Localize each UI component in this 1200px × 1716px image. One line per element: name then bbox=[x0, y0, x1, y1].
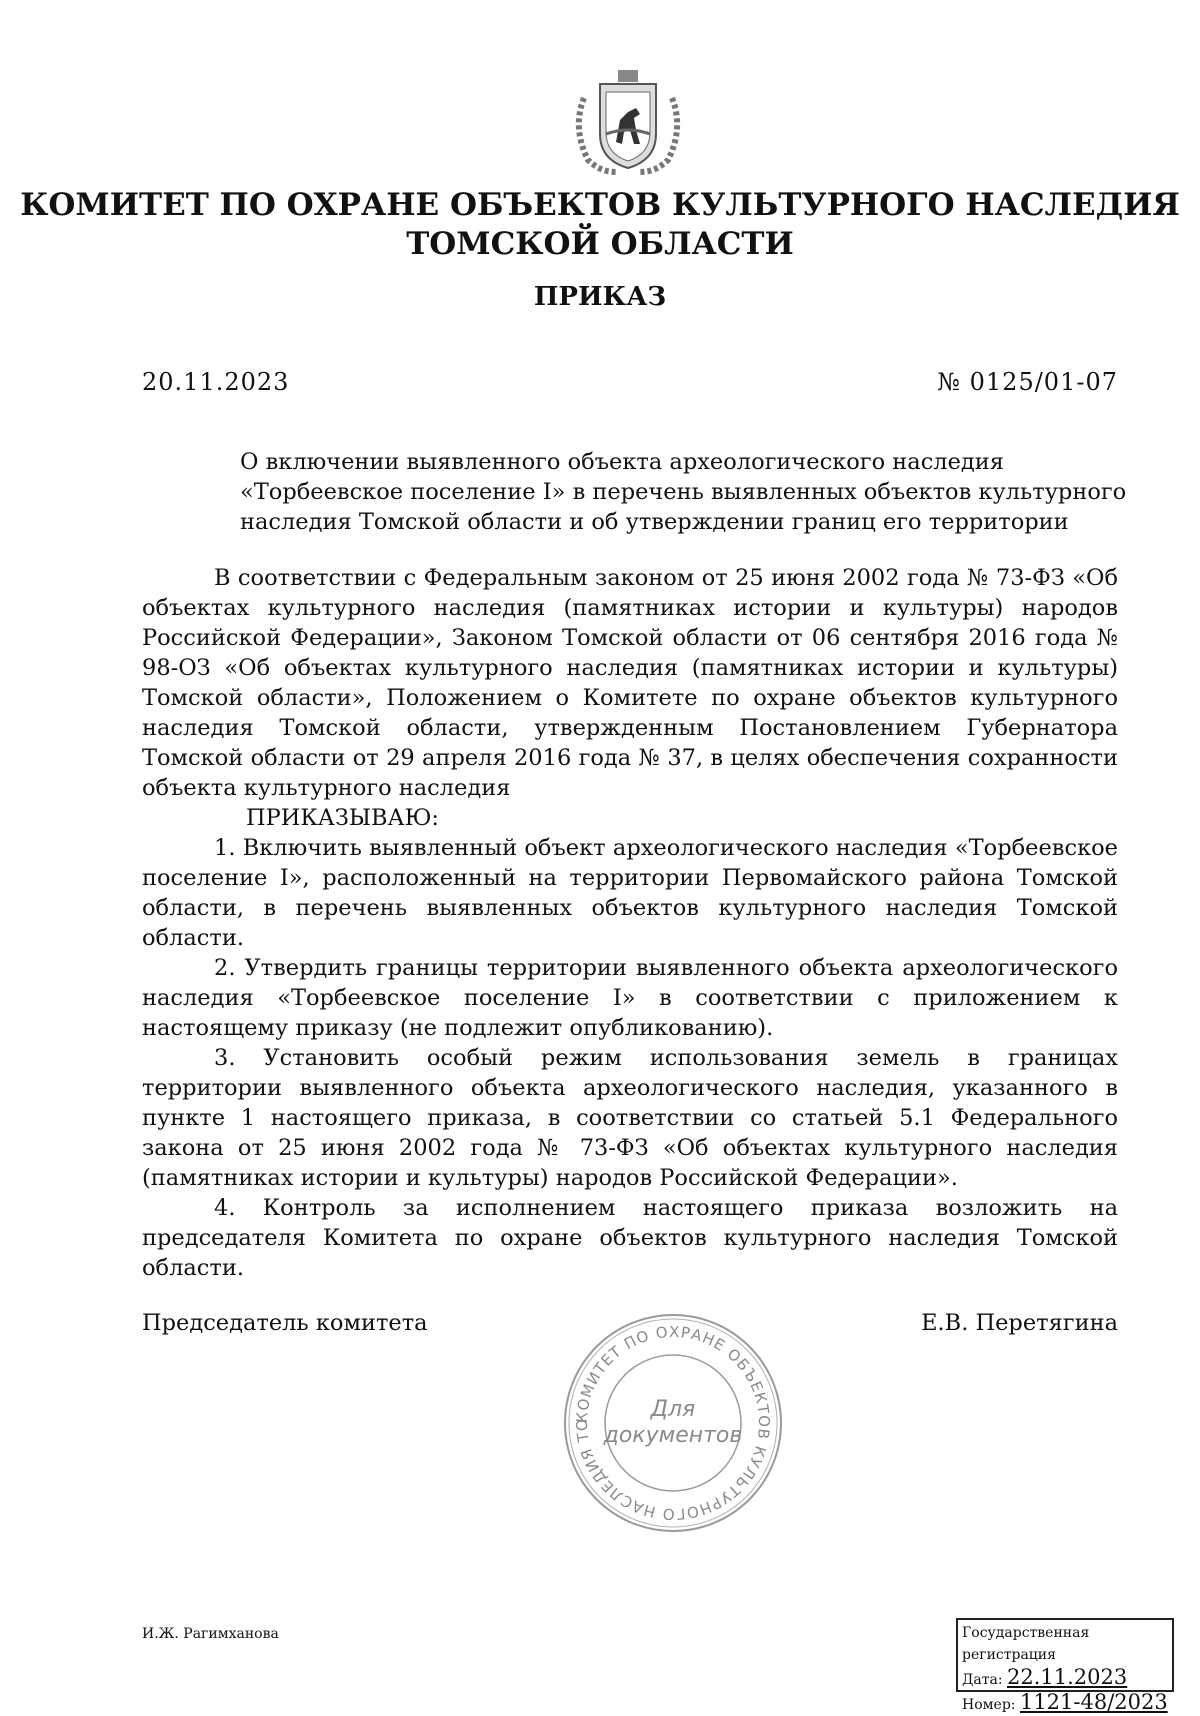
registration-number-value: 1121-48/2023 bbox=[1019, 1690, 1168, 1714]
order-item: 4. Контроль за исполнением настоящего приказа возложить на председателя Комитета по охране объектов культурного наследия Томской области. bbox=[142, 1195, 1118, 1281]
order-item: 3. Установить особый режим использования земель в границах территории выявленного объекта археологического наследия, указанного в пункте 1 настоящего приказа, в соответствии со статьей 5.1 Федерального закона от 25 июня 2002 года № 73-ФЗ «Об объектах культурного наследия (памятниках истории и культуры) народов Российской Федерации». bbox=[142, 1045, 1118, 1191]
subject-line: наследия Томской области и об утверждении границ его территории bbox=[240, 509, 1069, 535]
document-body bbox=[142, 563, 1118, 1283]
signatory-name: Е.В. Перетягина bbox=[921, 1310, 1118, 1336]
stamp-center-line1: Для bbox=[650, 1397, 696, 1422]
stamp-seal-icon bbox=[558, 1308, 788, 1538]
coat-of-arms-emblem bbox=[566, 68, 690, 180]
order-item: 1. Включить выявленный объект археологического наследия «Торбеевское поселение I», расположенный на территории Первомайского района Томской области, в перечень выявленных объектов культурного наследия Томской области. bbox=[142, 835, 1118, 951]
order-word: ПРИКАЗЫВАЮ: bbox=[246, 805, 439, 831]
official-stamp bbox=[558, 1308, 788, 1538]
registration-title: Государственная регистрация bbox=[962, 1625, 1090, 1663]
registration-number-label: Номер: bbox=[962, 1697, 1016, 1713]
organization-name-line2: ТОМСКОЙ ОБЛАСТИ bbox=[406, 226, 794, 262]
document-subject bbox=[240, 447, 1140, 537]
executor-name: И.Ж. Рагимханова bbox=[142, 1626, 279, 1642]
registration-date-value: 22.11.2023 bbox=[1007, 1665, 1128, 1689]
registration-box bbox=[956, 1618, 1174, 1714]
document-type-title: ПРИКАЗ bbox=[533, 282, 667, 312]
order-item: 2. Утвердить границы территории выявленного объекта археологического наследия «Торбеевское поселение I» в соответствии с приложением к настоящему приказу (не подлежит опубликованию). bbox=[142, 955, 1118, 1041]
subject-line: О включении выявленного объекта археологического наследия bbox=[240, 449, 1004, 475]
registration-date-label: Дата: bbox=[962, 1672, 1003, 1688]
emblem-icon bbox=[566, 68, 690, 180]
stamp-ring-text: КОМИТЕТ ПО ОХРАНЕ ОБЪЕКТОВ КУЛЬТУРНОГО НАСЛЕДИЯ ТО bbox=[572, 1322, 774, 1524]
registration-date-row bbox=[962, 1666, 1168, 1691]
registration-number-row bbox=[962, 1691, 1168, 1716]
document-number: № 0125/01-07 bbox=[937, 368, 1118, 396]
organization-name-line1: КОМИТЕТ ПО ОХРАНЕ ОБЪЕКТОВ КУЛЬТУРНОГО НАСЛЕДИЯ bbox=[20, 187, 1180, 223]
signatory-position: Председатель комитета bbox=[142, 1310, 428, 1336]
preamble-paragraph: В соответствии с Федеральным законом от 25 июня 2002 года № 73-ФЗ «Об объектах культурного наследия (памятниках истории и культуры) народов Российской Федерации», Законом Томской области от 06 сентября 2016 года № 98-ОЗ «Об объектах культурного наследия (памятниках истории и культуры) Томской области», Положением о Комитете по охране объектов культурного наследия Томской области, утвержденным Постановлением Губернатора Томской области от 29 апреля 2016 года № 37, в целях обеспечения сохранности объекта культурного наследия bbox=[142, 565, 1118, 801]
subject-line: «Торбеевское поселение I» в перечень выявленных объектов культурного bbox=[240, 479, 1127, 505]
stamp-center-line2: документов bbox=[603, 1423, 743, 1448]
document-date: 20.11.2023 bbox=[142, 368, 290, 396]
